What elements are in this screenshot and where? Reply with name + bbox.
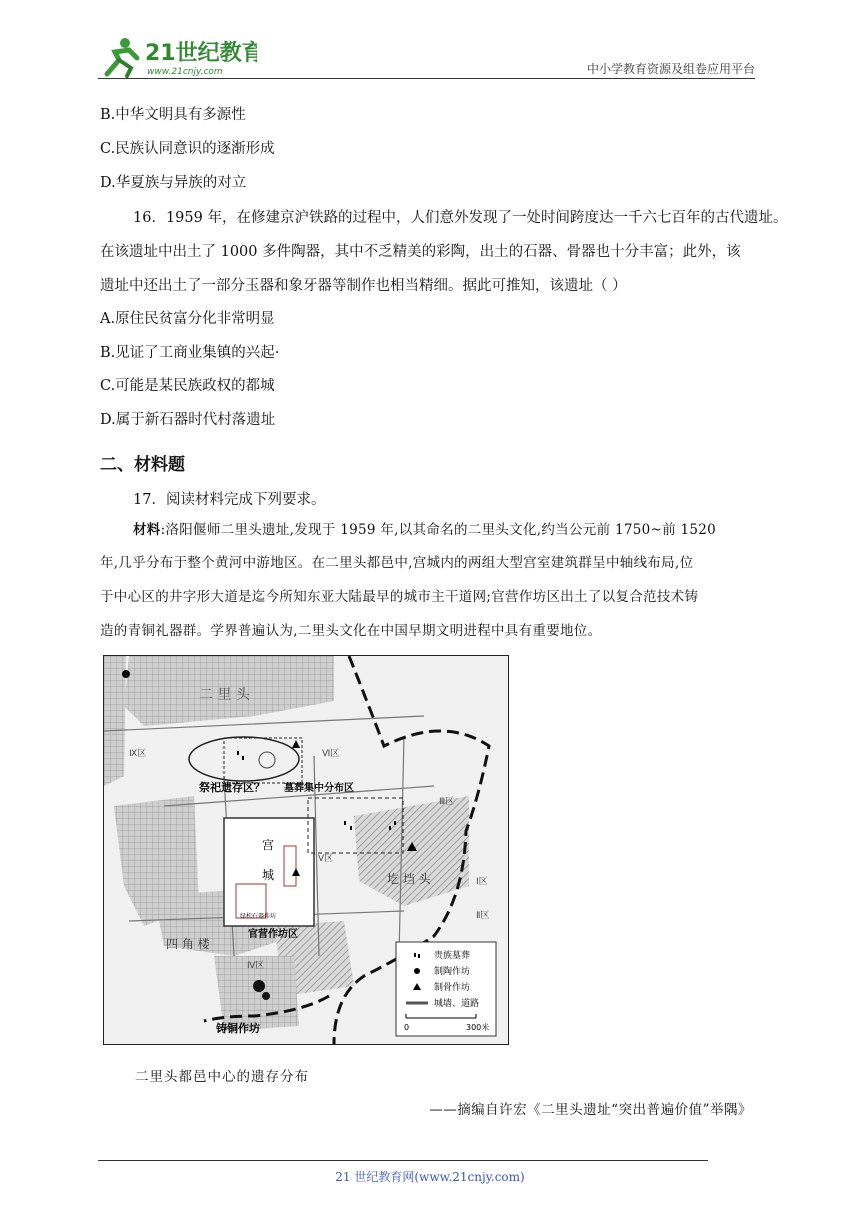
logo-text: 21世纪教育 bbox=[145, 41, 257, 66]
q16-option-b: B.见证了工商业集镇的兴起· bbox=[100, 345, 280, 361]
label-turquoise: 绿松石器作坊 bbox=[240, 913, 277, 920]
q17-material-line4: 造的青铜礼器群。学界普遍认为,二里头文化在中国早期文明进程中具有重要地位。 bbox=[100, 623, 602, 639]
legend-bone: 制骨作坊 bbox=[434, 983, 471, 993]
q17-material-line3: 于中心区的井字形大道是迄今所知东亚大陆最早的城市主干道网;官营作坊区出土了以复合范技术铸 bbox=[100, 589, 699, 605]
header-platform: 中小学教育资源及组卷应用平台 bbox=[586, 62, 755, 76]
q17-stem: 17．阅读材料完成下列要求。 bbox=[133, 492, 326, 508]
material-label: 材料 bbox=[133, 522, 161, 538]
label-gedang: 圪 垱 头 bbox=[387, 872, 431, 886]
legend-tomb: 贵族墓葬 bbox=[434, 951, 471, 961]
section-heading: 二、材料题 bbox=[100, 455, 185, 475]
label-zone-ii: Ⅱ区 bbox=[476, 911, 490, 921]
q16-option-c: C.可能是某民族政权的都城 bbox=[100, 378, 275, 394]
label-sacrifice: 祭祀遗存区？ bbox=[199, 781, 265, 794]
source-citation: ——摘编自许宏《二里头遗址“突出普遍价值”举隅》 bbox=[429, 1102, 752, 1118]
label-zone-i: Ⅰ区 bbox=[476, 877, 488, 887]
pottery-workshop-marker bbox=[122, 670, 130, 678]
label-zone-ix: Ⅸ区 bbox=[129, 749, 147, 759]
label-zone-iii: Ⅲ区 bbox=[439, 797, 455, 807]
q15-option-d: D.华夏族与异族的对立 bbox=[100, 175, 247, 191]
label-palace-2: 城 bbox=[262, 868, 275, 882]
header-divider bbox=[98, 78, 755, 79]
site-logo bbox=[97, 34, 257, 80]
label-sijiao: 四 角 楼 bbox=[166, 937, 210, 951]
footer-link[interactable]: 21 世纪教育网(www.21cnjy.com) bbox=[335, 1170, 525, 1184]
label-zone-v: Ⅴ区 bbox=[318, 854, 334, 864]
label-palace-1: 宫 bbox=[262, 838, 275, 852]
q16-option-d: D.属于新石器时代村落遗址 bbox=[100, 412, 276, 428]
erlitou-site-map bbox=[103, 655, 509, 1045]
q15-option-c: C.民族认同意识的逐渐形成 bbox=[100, 141, 275, 157]
label-erlitou: 二 里 头 bbox=[199, 687, 250, 703]
q16-option-a: A.原住民贫富分化非常明显 bbox=[100, 311, 275, 327]
q17-material-line1 bbox=[133, 520, 716, 540]
q17-material-line2: 年,几乎分布于整个黄河中游地区。在二里头都邑中,宫城内的两组大型宫室建筑群呈中轴线布局,位 bbox=[100, 555, 694, 571]
map-caption: 二里头都邑中心的遗存分布 bbox=[135, 1069, 309, 1085]
label-zone-vi: Ⅵ区 bbox=[322, 749, 340, 759]
bronze-marker bbox=[253, 980, 265, 992]
legend-pottery: 制陶作坊 bbox=[434, 967, 471, 977]
label-zone-iv: Ⅳ区 bbox=[247, 961, 265, 971]
logo-url: www.21cnjy.com bbox=[147, 67, 223, 77]
scale-start: 0 bbox=[404, 1023, 410, 1032]
label-tombs: 墓葬集中分布区 bbox=[284, 783, 354, 794]
material-text-1: :洛阳偃师二里头遗址,发现于 1959 年,以其命名的二里头文化,约当公元前 1750~前 1520 bbox=[160, 522, 717, 538]
q16-stem-line1: 16．1959 年，在修建京沪铁路的过程中，人们意外发现了一处时间跨度达一千六七百年的古代遗址。 bbox=[133, 210, 788, 226]
label-bronze: 铸铜作坊 bbox=[216, 1022, 260, 1035]
q16-stem-line3: 遗址中还出土了一部分玉器和象牙器等制作也相当精细。据此可推知，该遗址（ ） bbox=[100, 278, 627, 294]
q15-option-b: B.中华文明具有多源性 bbox=[100, 107, 246, 123]
runner-icon bbox=[107, 38, 137, 76]
legend-wall: 城墙、道路 bbox=[434, 999, 480, 1009]
q16-stem-line2: 在该遗址中出土了 1000 多件陶器，其中不乏精美的彩陶，出土的石器、骨器也十分丰富；此外，该 bbox=[100, 244, 741, 260]
map-legend bbox=[396, 942, 496, 1036]
label-workshop-area: 官营作坊区 bbox=[248, 929, 298, 940]
scale-end: 300米 bbox=[466, 1023, 490, 1032]
footer-divider bbox=[98, 1160, 708, 1161]
